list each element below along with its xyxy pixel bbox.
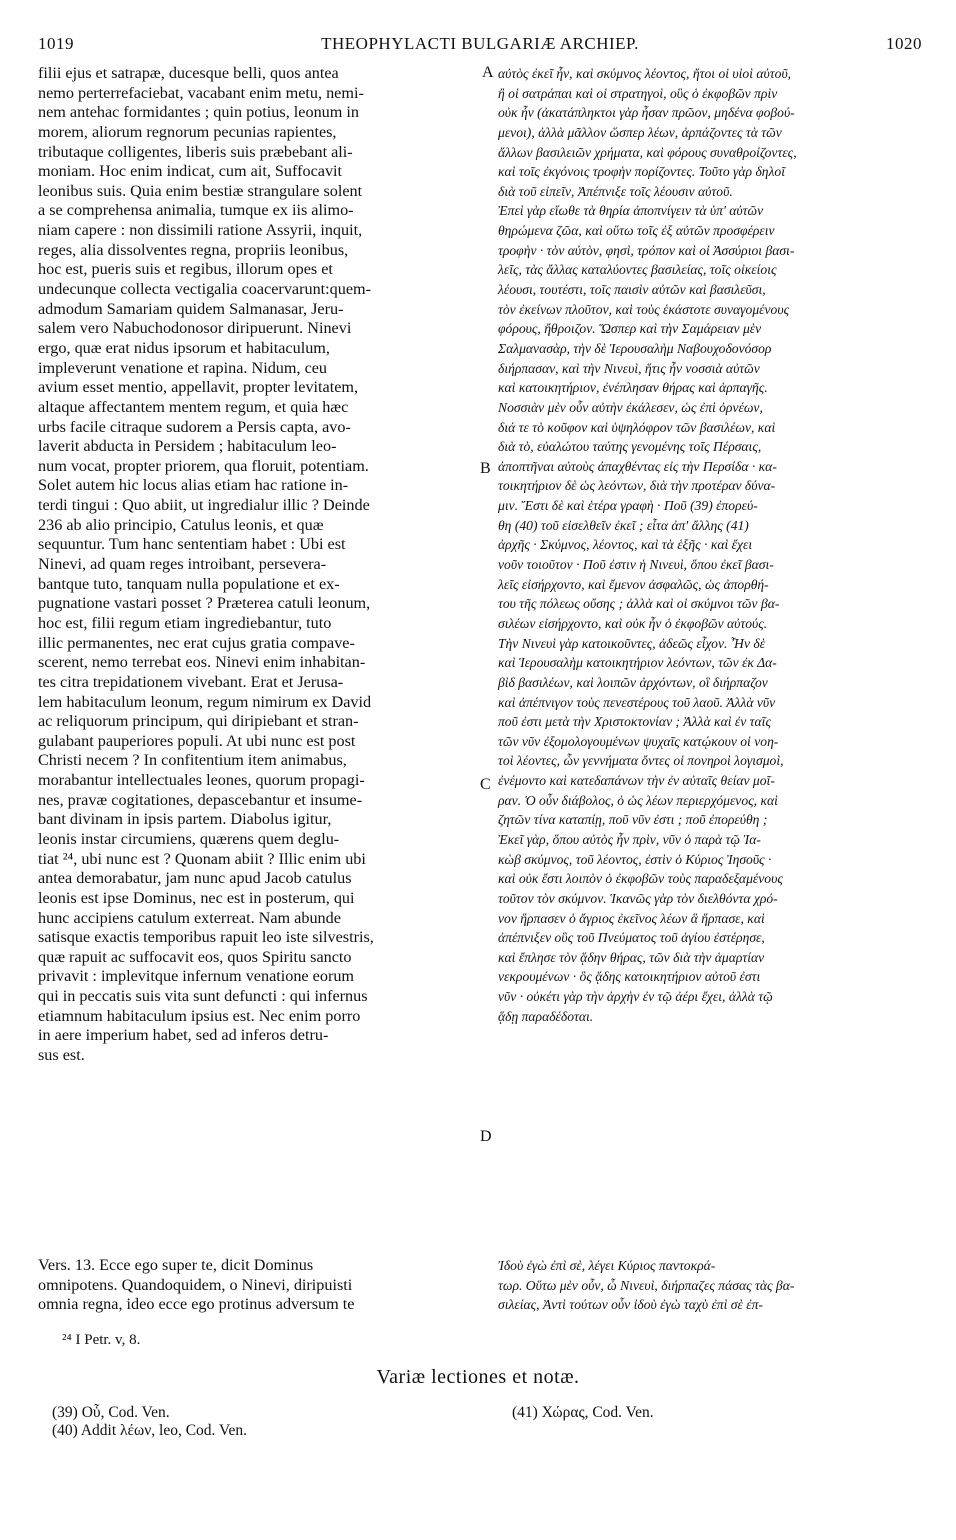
latin-line: bant divinam in ipsis partem. Diabolus igitur, [38,810,332,829]
latin-line: antea demorabatur, jam nunc apud Jacob catulus [38,869,352,888]
latin-line: sus est. [38,1046,85,1065]
greek-verse-line: τωρ. Οὕτω μὲν οὖν, ὦ Νινευὶ, διήρπαζες πάσας τὰς βα- [498,1277,795,1293]
latin-line: Christi necem ? In confitentium item animabus, [38,751,347,770]
latin-line: ac reliquorum principum, qui diripiebant et stran- [38,712,359,731]
latin-line: nem antehac formidantes ; quin potius, leonum in [38,103,359,122]
greek-line: τροφὴν · τὸν αὐτὸν, φησὶ, τρόπον καὶ οἱ Ἀσσύριοι βασι- [498,242,795,258]
greek-line: νῦν · οὐκέτι γὰρ τὴν ἀρχὴν ἐν τῷ ἀέρι ἔχει, ἀλλὰ τῷ [498,989,773,1005]
note-39: (39) Οὗ, Cod. Ven. [52,1404,170,1421]
latin-line: terdi tingui : Quo abiit, ut ingredialur illic ? Deinde [38,496,370,515]
latin-line: tributaque colligentes, liberis suis præbebant ali- [38,142,353,161]
latin-line: admodum Samariam quidem Salmanasar, Jeru- [38,299,344,318]
notes-left [52,1404,247,1440]
greek-line: μιν. Ἔστι δὲ καὶ ἑτέρα γραφὴ · Ποῦ (39) ἐπορεύ- [498,498,758,514]
greek-line: Σαλμανασὰρ, τὴν δὲ Ἱερουσαλὴμ Ναβουχοδονόσορ [498,340,772,356]
greek-line: ἀπέπνιξεν οὓς τοῦ Πνεύματος τοῦ ἁγίου ἐστέρησε, [498,930,765,946]
latin-line: morabantur intellectuales leones, quorum propagi- [38,771,365,790]
latin-line: salem vero Nabuchodonosor diripuerunt. Ninevi [38,319,352,338]
latin-line: niam capere : non dissimili ratione Assyrii, inquit, [38,221,363,240]
greek-verse-section [498,1256,922,1315]
greek-line: ἀποπτῆναι αὐτοὺς ἀπαχθέντας εἰς τὴν Περσίδα · κα- [498,458,777,474]
greek-verse-line: σιλείας, Ἀντὶ τούτων οὖν ἰδοὺ ἐγὼ ταχὺ ἐπὶ σὲ ἐπ- [498,1297,763,1313]
greek-line: βὶδ βασιλέων, καὶ λοιπῶν ἀρχόντων, οἳ διήρπαζον [498,674,768,690]
greek-line: νοῦν τοιοῦτον · Ποῦ ἐστιν ἡ Νινευὶ, ὅπου ἐκεῖ βασι- [498,557,774,573]
note-40: (40) Addit λέων, leo, Cod. Ven. [52,1422,247,1439]
latin-line: nes, pravæ cogitationes, depascebantur et insume- [38,790,363,809]
margin-letter-a: A [482,64,494,81]
greek-line: ἀρχῆς · Σκύμνος, λέοντος, καὶ τὰ ἑξῆς · καὶ ἔχει [498,537,753,553]
greek-line: διὰ τοῦ εἰπεῖν, Ἀπέπνιξε τοῖς λέουσιν αὐτοῦ. [498,183,733,199]
greek-line: καὶ οὐκ ἔστι λοιπὸν ὁ ἐκφοβῶν τοὺς παραδεξαμένους [498,871,783,887]
greek-line: Νοσσιὰν μὲν οὖν αὐτὴν ἐκάλεσεν, ὡς ἐπὶ ὀρνέων, [498,399,763,415]
notes-right [512,1404,654,1422]
latin-line: 236 ab alio principio, Catulus leonis, et quæ [38,515,324,534]
greek-line: λεῖς εἰσήρχοντο, καὶ ἔμενον ἀσφαλῶς, ὡς ἀπορθή- [498,576,769,592]
greek-line: ποῦ ἐστι μετὰ τὴν Χριστοκτονίαν ; Ἀλλὰ καὶ ἐν ταῖς [498,714,771,730]
footnote: ²⁴ I Petr. v, 8. [62,1332,141,1348]
greek-line: οὐκ ἦν (ἀκατάπληκτοι γὰρ ἦσαν πρῶον, μηδένα φοβού- [498,105,795,121]
latin-line: moniam. Hoc enim indicat, cum ait, Suffocavit [38,162,343,181]
greek-line: του τῆς πόλεως οὔσης ; ἀλλὰ καὶ οἱ σκύμνοι τῶν βα- [498,596,780,612]
greek-line: Τὴν Νινευὶ γὰρ κατοικοῦντες, ἀδεῶς εἶχον. Ἦν δὲ [498,635,766,651]
latin-line: bantque tuto, tanquam nulla populatione et ex- [38,574,340,593]
page-number-right: 1020 [886,34,922,53]
latin-line: impleverunt venatione et rapina. Nidum, ceu [38,358,328,377]
greek-line: νεκρουμένων · ὃς ᾅδης κατοικητήριον αὐτοῦ ἐστι [498,969,761,985]
latin-verse-line: Vers. 13. Ecce ego super te, dicit Dominus [38,1256,314,1274]
page-header [38,34,922,60]
note-41: (41) Χώρας, Cod. Ven. [512,1404,654,1421]
greek-line: λεῖς, τὰς ἄλλας καταλύοντες βασιλείας, τοῖς οἰκείοις [498,262,777,278]
latin-line: satisque exactis temporibus rapuit leo iste silvestris, [38,928,374,947]
greek-line: διήρπασαν, καὶ τὴν Νινευὶ, ἥτις ἦν νοσσιὰ αὐτῶν [498,360,760,376]
latin-line: ergo, quæ erat nidus ipsorum et habitaculum, [38,338,330,357]
greek-verse-line: Ἰδοὺ ἐγὼ ἐπὶ σὲ, λέγει Κύριος παντοκρά- [498,1258,716,1273]
latin-line: qui in peccatis suis vita sunt defuncti : qui infernus [38,987,368,1006]
latin-line: quæ rapuit ac suffocavit eos, quos Spiritu sancto [38,947,352,966]
greek-line: καὶ ἀπέπνιγον τοὺς πενεστέρους τοῦ λαοῦ. Ἀλλὰ νῦν [498,694,776,710]
latin-line: altaque affectantem mentem regum, et quia hæc [38,397,349,416]
latin-line: urbs facile citraque sudorem a Persis capta, avo- [38,417,351,436]
greek-line: καὶ τοῖς ἐκγόνοις τροφὴν πορίζοντες. Τοῦτο γὰρ δηλοῖ [498,164,785,180]
greek-line: ἢ οἱ σατράπαι καὶ οἱ στρατηγοὶ, οὓς ὁ ἐκφοβῶν πρὶν [498,85,778,101]
latin-line: etiamnum habitaculum ipsius est. Nec enim porro [38,1006,361,1025]
latin-line: undecunque collecta vectigalia coacervarunt:quem- [38,280,372,299]
greek-line: θη (40) τοῦ εἰσελθεῖν ἐκεῖ ; εἶτα ἀπ' ἄλλης (41) [498,517,749,533]
margin-letter-c: C [480,776,491,793]
greek-line: θηρώμενα ζῶα, καὶ οὕτω τοῖς ἐξ αὐτῶν προσφέρειν [498,223,775,239]
latin-line: privavit : implevitque infernum venatione eorum [38,967,355,986]
greek-line: σιλέων εἰσήρχοντο, καὶ οὐκ ἦν ὁ ἐκφοβῶν αὐτούς. [498,615,768,631]
latin-line: Solet autem hic locus alias etiam hac ratione in- [38,476,349,495]
greek-line: φόρους, ἤθροιζον. Ὥσπερ καὶ τὴν Σαμάρειαν μὲν [498,321,762,337]
latin-line: morem, aliorum regnorum pecunias rapientes, [38,122,337,141]
latin-line: hoc est, pueris suis et regibus, illorum opes et [38,260,333,279]
latin-line: leonis est ipse Dominus, nec est in posterum, qui [38,888,355,907]
greek-line: τῶν νῦν ἐξομολογουμένων ψυχαῖς κατῴκουν οἱ νοη- [498,733,779,749]
latin-line: reges, alia dissolventes regna, propriis leonibus, [38,240,349,259]
greek-line: τὸν ἐκείνων πλοῦτον, καὶ τοὺς ἑκάστοτε συναγομένους [498,301,790,317]
latin-line: scerent, nemo terrebat eos. Ninevi enim inhabitan- [38,653,366,672]
margin-letter-b: B [480,460,491,477]
latin-line: lem habitaculum leonum, regum nimirum ex David [38,692,372,711]
latin-line: filii ejus et satrapæ, ducesque belli, quos antea [38,64,339,82]
greek-line: τοὶ λέοντες, ὧν γεννήματα ὄντες οἱ πονηροὶ λογισμοὶ, [498,753,784,769]
latin-line: pugnatione vastari posset ? Præterea catuli leonum, [38,594,371,613]
greek-line: αὐτὸς ἐκεῖ ἦν, καὶ σκύμνος λέοντος, ἤτοι οἱ υἱοὶ αὐτοῦ, [498,66,792,81]
latin-line: illic permanentes, nec erat cujus gratia compave- [38,633,355,652]
margin-letter-d: D [480,1128,492,1145]
greek-line: καὶ ἔπλησε τὸν ᾅδην θήρας, τῶν διὰ τὴν ἁμαρτίαν [498,949,765,965]
greek-column [498,64,922,1026]
greek-line: ᾅδῃ παραδέδοται. [498,1008,594,1024]
greek-line: Ἐκεῖ γὰρ, ὅπου αὐτὸς ἦν πρὶν, νῦν ὁ παρὰ τῷ Ἰα- [498,831,761,847]
latin-line: nemo perterrefaciebat, vacabant enim metu, nemi- [38,83,364,102]
greek-line: καὶ κατοικητήριον, ἐνέπλησαν θήρας καὶ ἁρπαγῆς. [498,380,768,396]
greek-line: καὶ Ἱερουσαλὴμ κατοικητήριον λεόντων, τῶν ἐκ Δα- [498,655,777,671]
latin-line: leonis instar circumiens, quærens quem deglu- [38,829,340,848]
greek-line: ἄλλων βασιλειῶν χρήματα, καὶ φόρους συναθροίζοντες, [498,144,797,160]
latin-line: laverit abducta in Persidem ; habitaculum leo- [38,437,337,456]
latin-verse-line: omnipotens. Quandoquidem, o Ninevi, diripuisti [38,1275,353,1294]
latin-line: num vocat, propter priorem, qua floruit, potentiam. [38,456,369,475]
latin-line: sequuntur. Tum hanc sententiam habet : Ubi est [38,535,346,554]
latin-column [38,64,476,1066]
greek-line: ἐνέμοντο καὶ κατεδαπάνων τὴν ἐν αὐταῖς θείαν μοῖ- [498,773,775,789]
latin-line: in aere imperium habet, sed ad inferos detru- [38,1026,329,1045]
greek-line: ραν. Ὁ οὖν διάβολος, ὁ ὡς λέων περιερχόμενος, καὶ [498,792,778,808]
latin-line: tiat ²⁴, ubi nunc est ? Quonam abiit ? Illic enim ubi [38,849,366,868]
greek-line: νον ἥρπασεν ὁ ἄγριος ἐκεῖνος λέων ἃ ἥρπασε, καὶ [498,910,765,926]
latin-line: a se comprehensa animalia, tumque ex iis alimo- [38,201,354,220]
page-number-left: 1019 [38,34,74,53]
latin-line: tes citra trepidationem vivebant. Erat et Jerusa- [38,672,344,691]
greek-line: ζητῶν τίνα καταπίῃ, ποῦ νῦν ἐστι ; ποῦ ἐπορεύθη ; [498,812,768,828]
latin-verse-section [38,1256,476,1315]
greek-line: τοικητήριον δὲ ὡς λεόντων, διὰ τὴν προτέραν δύνα- [498,478,776,494]
running-title: THEOPHYLACTI BULGARIÆ ARCHIEP. [321,34,639,53]
greek-line: μενοι), ἀλλὰ μᾶλλον ὥσπερ λέων, ἁρπάζοντες τὰ τῶν [498,124,782,140]
greek-line: Ἐπεὶ γὰρ εἴωθε τὰ θηρία ἀποπνίγειν τὰ ὑπ' αὐτῶν [498,203,764,219]
notes-title: Variæ lectiones et notæ. [376,1366,580,1388]
latin-line: avium esset mentio, appellavit, propter levitatem, [38,378,359,397]
latin-line: hoc est, filii regum etiam ingrediebantur, tuto [38,613,332,632]
greek-line: λέουσι, τουτέστι, τοῖς παισὶν αὐτῶν καὶ βασιλεῦσι, [498,282,766,298]
latin-line: leonibus suis. Quia enim bestiæ strangulare solent [38,181,363,200]
greek-line: διὰ τὸ, εὐαλώτου ταύτης γενομένης τοῖς Πέρσαις, [498,439,762,455]
latin-verse-line: omnia regna, ideo ecce ego protinus adversum te [38,1295,355,1314]
greek-line: τοῦτον τὸν σκύμνον. Ἱκανῶς γὰρ τὸν διελθόντα χρό- [498,890,778,906]
latin-line: Ninevi, ad quam reges introibant, persevera- [38,555,327,574]
greek-line: διά τε τὸ κοῦφον καὶ ὑψηλόφρον τῶν βασιλέων, καὶ [498,419,776,435]
greek-line: κὼβ σκύμνος, τοῦ λέοντος, ἐστὶν ὁ Κύριος Ἰησοῦς · [498,851,772,867]
latin-line: gulabant pauperiores populi. At ubi nunc est post [38,731,356,750]
latin-line: hunc accipiens catulum exterreat. Nam abunde [38,908,341,927]
